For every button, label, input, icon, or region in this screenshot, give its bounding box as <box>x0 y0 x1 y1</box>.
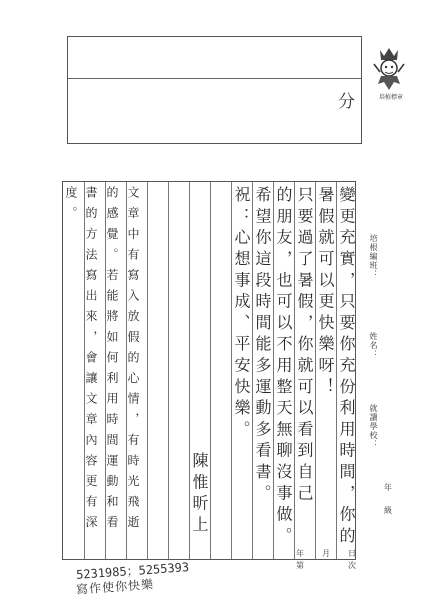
signature: 陳惟昕上 <box>190 452 209 538</box>
grid-line <box>168 182 169 559</box>
score-box <box>67 36 362 144</box>
grid-line <box>147 182 148 559</box>
slogan: 寫作使你快樂 <box>75 577 155 597</box>
score-box-divider <box>68 78 361 79</box>
footer-month-label: 月 <box>322 549 330 558</box>
phone-numbers: 5231985；5255393 <box>75 560 190 582</box>
teacher-comment-column: 文章中有寫入放假的心情，有時光飛逝 <box>126 186 140 537</box>
composition-column: 只要過了暑假，你就可以看到自己 <box>295 186 314 506</box>
composition-column: 暑假就可以更快樂呀！ <box>316 186 335 399</box>
teacher-comment-column: 的感覺。若能將如何利用時間運動和看 <box>105 186 119 537</box>
grade-label: 級 <box>384 506 392 515</box>
school-label: 就讀學校： <box>369 404 378 449</box>
footer-times-label: 次 <box>348 561 356 570</box>
composition-column: 祝：心想事成、平安快樂。 <box>232 186 251 442</box>
teacher-comment-column: 書的方法寫出來，會讓文章內容更有深 <box>84 186 98 537</box>
composition-column: 的朋友，也可以不用整天無聊沒事做。 <box>274 186 293 549</box>
class-label: 培根編班： <box>369 234 378 279</box>
grid-line <box>210 182 211 559</box>
footer-no-label: 第 <box>296 561 304 570</box>
name-label: 姓名： <box>369 332 378 359</box>
footer-day-label: 日 <box>348 549 356 558</box>
composition-column: 希望你這段時間能多運動多看書。 <box>253 186 272 506</box>
year-label: 年 <box>384 483 392 492</box>
composition-grid <box>62 181 356 560</box>
composition-column: 變更充實，只要你充份利用時間，你的 <box>337 186 356 549</box>
mascot-badge-icon <box>368 44 410 96</box>
badge-caption: 培植標章 <box>378 94 403 101</box>
teacher-comment-column: 度。 <box>64 186 78 228</box>
footer-year-label: 年 <box>296 549 304 558</box>
score-label: 分 <box>338 92 355 112</box>
